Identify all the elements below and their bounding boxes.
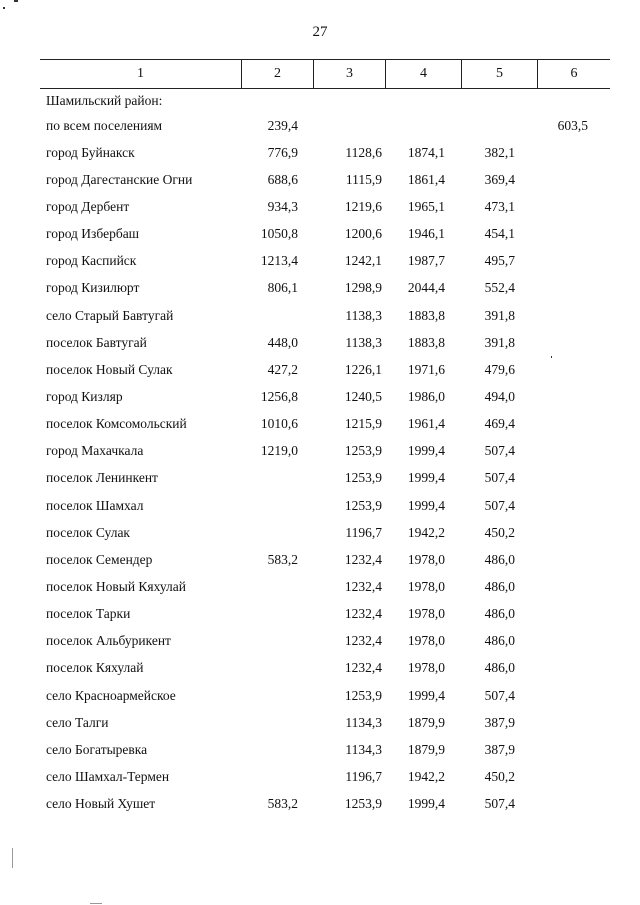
row-name-cell: поселок Комсомольский — [46, 416, 187, 432]
col3-cell: 1232,4 — [344, 660, 382, 676]
col4-cell: 1978,0 — [407, 606, 445, 622]
col5-cell: 391,8 — [484, 307, 515, 323]
row-name-cell: поселок Ленинкент — [46, 470, 158, 486]
col5-cell: 552,4 — [484, 280, 515, 296]
table-row — [40, 791, 610, 818]
col5-cell: 495,7 — [484, 253, 515, 269]
col4-cell: 1999,4 — [407, 497, 445, 513]
col4-cell: 1971,6 — [407, 361, 445, 377]
table-row — [40, 166, 610, 193]
col5-cell: 507,4 — [484, 796, 515, 812]
col3-cell: 1138,3 — [345, 334, 382, 350]
col5-cell: 391,8 — [484, 334, 515, 350]
col4-cell: 1946,1 — [407, 226, 445, 242]
table-row — [40, 573, 610, 600]
table-row — [40, 709, 610, 736]
col3-cell: 1253,9 — [344, 443, 382, 459]
table-row — [40, 275, 610, 302]
column-header-6: 6 — [570, 66, 578, 81]
col4-cell: 1978,0 — [407, 633, 445, 649]
col4-cell: 1883,8 — [407, 307, 445, 323]
row-name-cell: поселок Бавтугай — [46, 334, 147, 350]
col5-cell: 486,0 — [484, 551, 515, 567]
col5-cell: 473,1 — [484, 198, 515, 214]
col3-cell: 1215,9 — [344, 416, 382, 432]
column-header-4: 4 — [386, 60, 462, 88]
row-name-cell: село Талги — [46, 714, 109, 730]
table-row — [40, 248, 610, 275]
col4-cell: 1986,0 — [407, 388, 445, 404]
scan-speck — [3, 7, 5, 9]
col4-cell: 1987,7 — [407, 253, 445, 269]
row-name-cell: поселок Кяхулай — [46, 660, 144, 676]
row-name-cell: город Дагестанские Огни — [46, 171, 193, 187]
col4-cell: 1978,0 — [407, 660, 445, 676]
col4-cell: 1879,9 — [407, 714, 445, 730]
column-header-2: 2 — [242, 60, 314, 88]
col5-cell: 469,4 — [484, 416, 515, 432]
col2-cell: 427,2 — [267, 361, 298, 377]
row-name-cell: город Кизляр — [46, 388, 123, 404]
row-name-cell: город Махачкала — [46, 443, 144, 459]
col4-cell: 1874,1 — [407, 144, 445, 160]
scan-speck — [90, 903, 102, 904]
col3-cell: 1128,6 — [345, 144, 382, 160]
col4-cell: 1861,4 — [407, 171, 445, 187]
col5-cell: 486,0 — [484, 578, 515, 594]
col2-cell: 776,9 — [267, 144, 298, 160]
table-row — [40, 682, 610, 709]
table-row — [40, 655, 610, 682]
col4-cell: 1999,4 — [407, 443, 445, 459]
col5-cell: 450,2 — [484, 768, 515, 784]
col4-cell: 1978,0 — [407, 578, 445, 594]
col2-cell: 1050,8 — [260, 226, 298, 242]
row-name-cell: город Дербент — [46, 198, 130, 214]
table-row — [40, 601, 610, 628]
table-row — [40, 221, 610, 248]
row-name-cell: село Старый Бавтугай — [46, 307, 174, 323]
col2-cell: 1256,8 — [260, 388, 298, 404]
col3-cell: 1253,9 — [344, 796, 382, 812]
row-name-cell: поселок Сулак — [46, 524, 130, 540]
col4-cell: 1961,4 — [407, 416, 445, 432]
column-header-1: 1 — [40, 60, 242, 88]
col3-cell: 1298,9 — [344, 280, 382, 296]
col2-cell: 1213,4 — [260, 253, 298, 269]
scan-speck — [12, 848, 13, 868]
table-row — [40, 763, 610, 790]
col4-cell: 1942,2 — [407, 524, 445, 540]
table-body — [40, 89, 610, 818]
col3-cell: 1115,9 — [345, 171, 382, 187]
table-row — [40, 302, 610, 329]
col5-cell: 479,6 — [484, 361, 515, 377]
table-row — [40, 519, 610, 546]
col5-cell: 494,0 — [484, 388, 515, 404]
col2-cell: 1219,0 — [260, 443, 298, 459]
row-name-cell: поселок Тарки — [46, 606, 131, 622]
table-row — [40, 628, 610, 655]
col2-cell: 934,3 — [267, 198, 298, 214]
col6-cell: 603,5 — [557, 117, 588, 133]
col3-cell: 1196,7 — [345, 524, 382, 540]
col5-cell: 369,4 — [484, 171, 515, 187]
col3-cell: 1253,9 — [344, 687, 382, 703]
col5-cell: 507,4 — [484, 443, 515, 459]
row-name-cell: город Кизилюрт — [46, 280, 140, 296]
row-name-cell: поселок Семендер — [46, 551, 153, 567]
col4-cell: 1999,4 — [407, 796, 445, 812]
column-header-5: 5 — [462, 60, 538, 88]
row-name-cell: по всем поселениям — [46, 117, 163, 133]
col3-cell: 1232,4 — [344, 578, 382, 594]
row-name-cell: поселок Шамхал — [46, 497, 144, 513]
col2-cell: 806,1 — [267, 280, 298, 296]
scan-speck — [14, 0, 18, 2]
row-name-cell: село Шамхал-Термен — [46, 768, 170, 784]
col5-cell: 486,0 — [484, 660, 515, 676]
table-row — [40, 112, 610, 139]
col5-cell: 507,4 — [484, 497, 515, 513]
col5-cell: 387,9 — [484, 741, 515, 757]
col5-cell: 454,1 — [484, 226, 515, 242]
col3-cell: 1138,3 — [345, 307, 382, 323]
col3-cell: 1134,3 — [345, 714, 382, 730]
col4-cell: 1978,0 — [407, 551, 445, 567]
scan-speck — [551, 356, 552, 358]
table-row — [40, 193, 610, 220]
col2-cell: 239,4 — [267, 117, 298, 133]
col5-cell: 507,4 — [484, 687, 515, 703]
row-name-cell: село Новый Хушет — [46, 796, 156, 812]
col4-cell: 2044,4 — [407, 280, 445, 296]
column-header-3: 3 — [314, 60, 386, 88]
table-row — [40, 139, 610, 166]
page-number: 27 — [312, 24, 328, 40]
col2-cell: 448,0 — [267, 334, 298, 350]
col3-cell: 1242,1 — [344, 253, 382, 269]
col2-cell: 1010,6 — [260, 416, 298, 432]
row-name-cell: село Красноармейское — [46, 687, 176, 703]
col4-cell: 1879,9 — [407, 741, 445, 757]
row-name-cell: поселок Новый Сулак — [46, 361, 173, 377]
col3-cell: 1196,7 — [345, 768, 382, 784]
col5-cell: 486,0 — [484, 606, 515, 622]
col3-cell: 1232,4 — [344, 606, 382, 622]
table-row — [40, 492, 610, 519]
row-name-cell: город Буйнакск — [46, 144, 135, 160]
table-row — [40, 356, 610, 383]
table-rows — [40, 112, 610, 818]
col3-cell: 1232,4 — [344, 633, 382, 649]
col4-cell: 1965,1 — [407, 198, 445, 214]
col4-cell: 1999,4 — [407, 687, 445, 703]
col3-cell: 1240,5 — [344, 388, 382, 404]
table-row — [40, 383, 610, 410]
table-row — [40, 411, 610, 438]
row-name-cell: город Каспийск — [46, 253, 137, 269]
row-name-cell: поселок Новый Кяхулай — [46, 578, 186, 594]
table-row — [40, 465, 610, 492]
col2-cell: 583,2 — [267, 551, 298, 567]
col3-cell: 1253,9 — [344, 470, 382, 486]
col3-cell: 1232,4 — [344, 551, 382, 567]
col3-cell: 1219,6 — [344, 198, 382, 214]
col5-cell: 387,9 — [484, 714, 515, 730]
row-name-cell: поселок Альбурикент — [46, 633, 171, 649]
col4-cell: 1999,4 — [407, 470, 445, 486]
col3-cell: 1226,1 — [344, 361, 382, 377]
col5-cell: 382,1 — [484, 144, 515, 160]
col2-cell: 688,6 — [267, 171, 298, 187]
col5-cell: 507,4 — [484, 470, 515, 486]
col5-cell: 486,0 — [484, 633, 515, 649]
col3-cell: 1253,9 — [344, 497, 382, 513]
col4-cell: 1883,8 — [407, 334, 445, 350]
row-name-cell: село Богатыревка — [46, 741, 148, 757]
col4-cell: 1942,2 — [407, 768, 445, 784]
col5-cell: 450,2 — [484, 524, 515, 540]
section-title: Шамильский район: — [46, 93, 163, 108]
table-row — [40, 438, 610, 465]
table-row — [40, 329, 610, 356]
col3-cell: 1134,3 — [345, 741, 382, 757]
col2-cell: 583,2 — [267, 796, 298, 812]
table-row — [40, 736, 610, 763]
table-header — [40, 59, 610, 89]
col3-cell: 1200,6 — [344, 226, 382, 242]
table-row — [40, 546, 610, 573]
row-name-cell: город Избербаш — [46, 226, 140, 242]
